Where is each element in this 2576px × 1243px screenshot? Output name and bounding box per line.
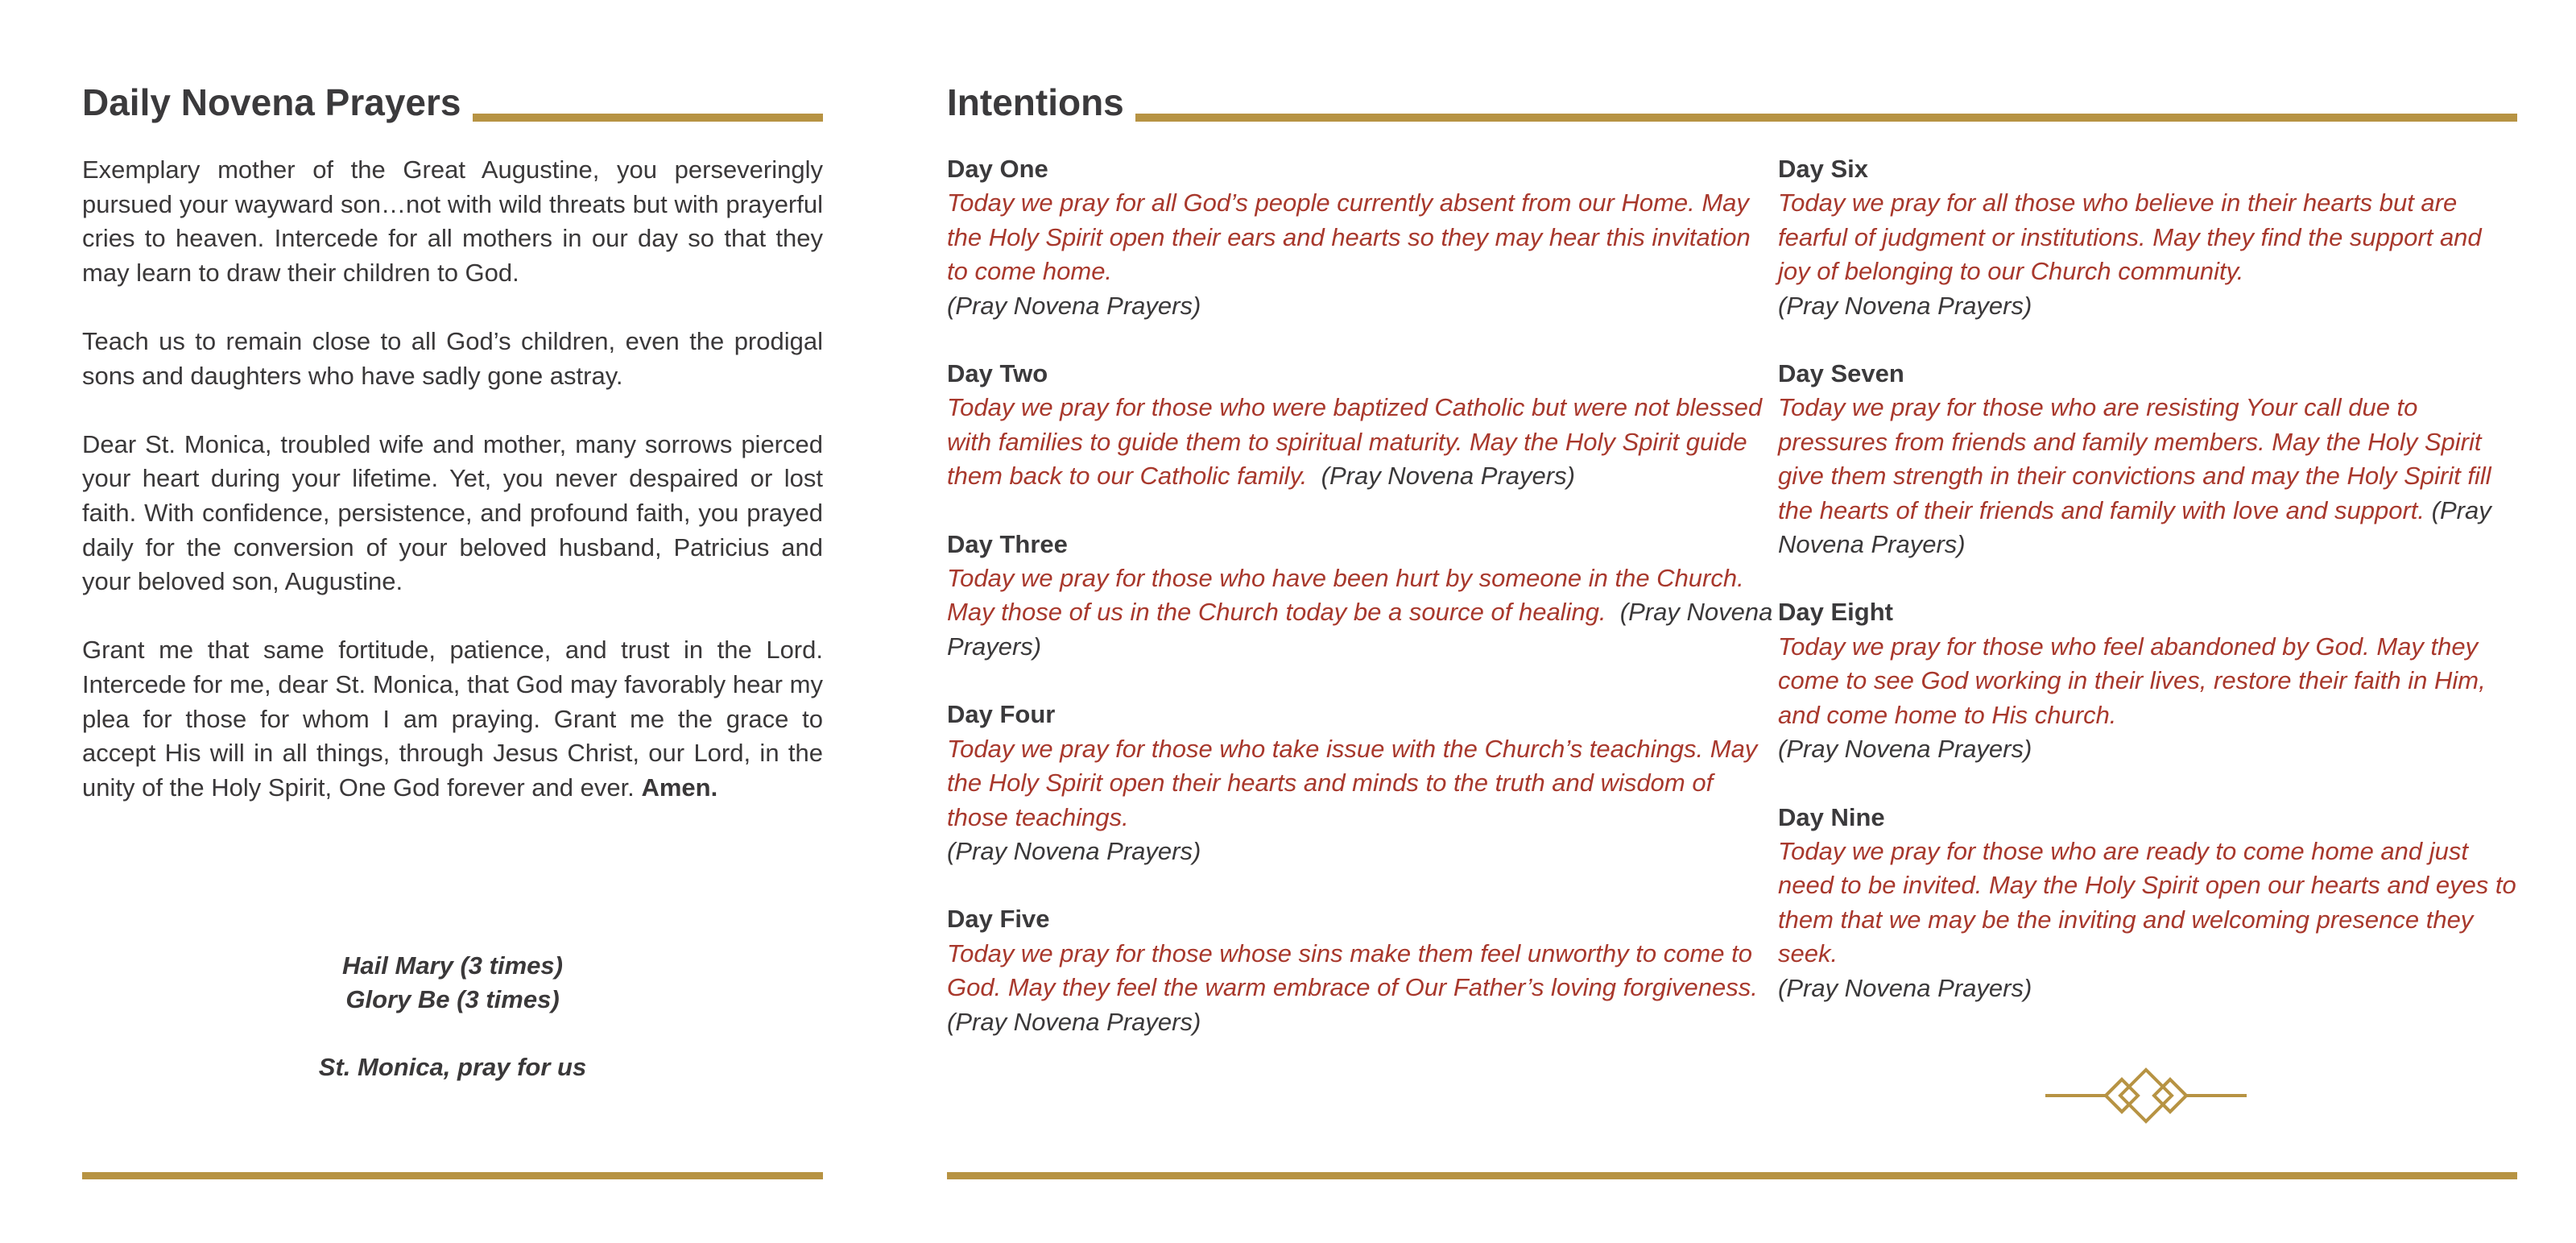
day-title: Day Six <box>1778 155 1869 183</box>
closing-prayers <box>82 949 823 1084</box>
diamond-ornament-icon <box>2045 1063 2247 1128</box>
day-four <box>947 698 1778 868</box>
day-one <box>947 152 1778 323</box>
amen-text: Amen. <box>641 773 718 802</box>
day-title: Day Eight <box>1778 598 1893 627</box>
intentions-column-left <box>947 152 1778 1073</box>
left-heading-rule <box>473 114 824 122</box>
left-heading-row <box>82 73 823 122</box>
day-text: Today we pray for those who are resisting Your call due to pressures from friends and family members. May the Holy Spirit give them strength in their convictions and may the Holy Spirit fill the hearts of their friends and family with love and support. <box>1778 393 2491 524</box>
day-text: Today we pray for those who feel abandoned by God. May they come to see God working in their lives, restore their faith in Him, and come home to His church. <box>1778 632 2486 729</box>
day-text: Today we pray for those who take issue with the Church’s teachings. May the Holy Spirit open their hearts and minds to the truth and wisdom of those teachings. <box>947 734 1758 831</box>
day-six <box>1778 152 2517 323</box>
day-text: Today we pray for all God’s people currently absent from our Home. May the Holy Spirit open their ears and hearts so they may hear this invitation to come home. <box>947 189 1751 286</box>
day-title: Day Seven <box>1778 359 1904 388</box>
day-title: Day Three <box>947 529 1068 558</box>
right-heading-row <box>947 73 2517 122</box>
day-text: Today we pray for those who were baptized Catholic but were not blessed with families to guide them to spiritual maturity. May the Holy Spirit guide them back to our Catholic family. <box>947 393 1763 491</box>
pray-note: (Pray Novena Prayers) <box>1778 495 2491 559</box>
prayer-paragraph-4 <box>82 633 823 805</box>
st-monica-line: St. Monica, pray for us <box>318 1053 587 1081</box>
day-title: Day Five <box>947 905 1050 934</box>
day-text: Today we pray for those whose sins make them feel unworthy to come to God. May they feel the warm embrace of Our Father’s loving forgiveness. <box>947 938 1758 1002</box>
right-panel-title: Intentions <box>947 81 1124 123</box>
day-title: Day Two <box>947 359 1048 388</box>
day-three <box>947 528 1778 665</box>
day-title: Day One <box>947 155 1048 183</box>
right-heading-rule <box>1135 114 2517 122</box>
pray-note: (Pray Novena Prayers) <box>1778 973 2032 1002</box>
day-text: Today we pray for those who are ready to come home and just need to be invited. May the Holy Spirit open our hearts and eyes to them that we may be the inviting and welcoming presence they seek. <box>1778 836 2516 968</box>
prayer-paragraph-2: Teach us to remain close to all God’s children, even the prodigal sons and daughters who have sadly gone astray. <box>82 326 823 390</box>
day-two <box>947 357 1778 494</box>
pray-note: (Pray Novena Prayers) <box>947 291 1201 320</box>
prayer-paragraph-1: Exemplary mother of the Great Augustine, you perseveringly pursued your wayward son…not with wild threats but with prayerful cries to heaven. Intercede for all mothers in our day so that they may learn to draw their children to God. <box>82 155 823 287</box>
hail-mary-line: Hail Mary (3 times) <box>342 951 563 980</box>
intentions-columns <box>947 152 2517 1073</box>
prayer-paragraph-3: Dear St. Monica, troubled wife and mother, many sorrows pierced your heart during your lifetime. Yet, you never despaired or lost faith. With confidence, persistence, and profound faith, you prayed daily for the conversion of your beloved husband, Patricius and your beloved son, Augustine. <box>82 429 823 596</box>
prayer-text <box>82 153 823 805</box>
left-panel-title: Daily Novena Prayers <box>82 81 461 123</box>
intentions-column-right <box>1778 152 2517 1073</box>
day-five <box>947 902 1778 1039</box>
pray-note: (Pray Novena Prayers) <box>1321 462 1575 491</box>
left-bottom-rule <box>82 1172 823 1179</box>
right-bottom-rule <box>947 1172 2517 1179</box>
pray-note: (Pray Novena Prayers) <box>947 836 1201 865</box>
day-text: Today we pray for those who have been hurt by someone in the Church. May those of us in the Church today be a source of healing. <box>947 564 1744 627</box>
day-text: Today we pray for all those who believe in their hearts but are fearful of judgment or institutions. May they find the support and joy of belonging to our Church community. <box>1778 189 2482 286</box>
day-seven <box>1778 357 2517 561</box>
pray-note: (Pray Novena Prayers) <box>1778 291 2032 320</box>
prayer-final-text: Grant me that same fortitude, patience, and trust in the Lord. Intercede for me, dear St. Monica, that God may favorably hear my plea for those for whom I am praying. Grant me the grace to accept His will in all things, through Jesus Christ, our Lord, in the unity of the Holy Spirit, One God forever and ever. <box>82 636 823 802</box>
daily-novena-prayers-section <box>82 73 823 839</box>
day-eight <box>1778 595 2517 766</box>
pray-note: (Pray Novena Prayers) <box>947 1007 1201 1036</box>
day-title: Day Four <box>947 700 1056 729</box>
closing-spacer <box>82 1017 823 1050</box>
glory-be-line: Glory Be (3 times) <box>345 985 560 1013</box>
day-nine <box>1778 801 2517 1005</box>
intentions-section <box>947 73 2517 1073</box>
pray-note: (Pray Novena Prayers) <box>1778 735 2032 764</box>
pray-note: (Pray Novena Prayers) <box>947 598 1773 661</box>
day-title: Day Nine <box>1778 802 1885 831</box>
